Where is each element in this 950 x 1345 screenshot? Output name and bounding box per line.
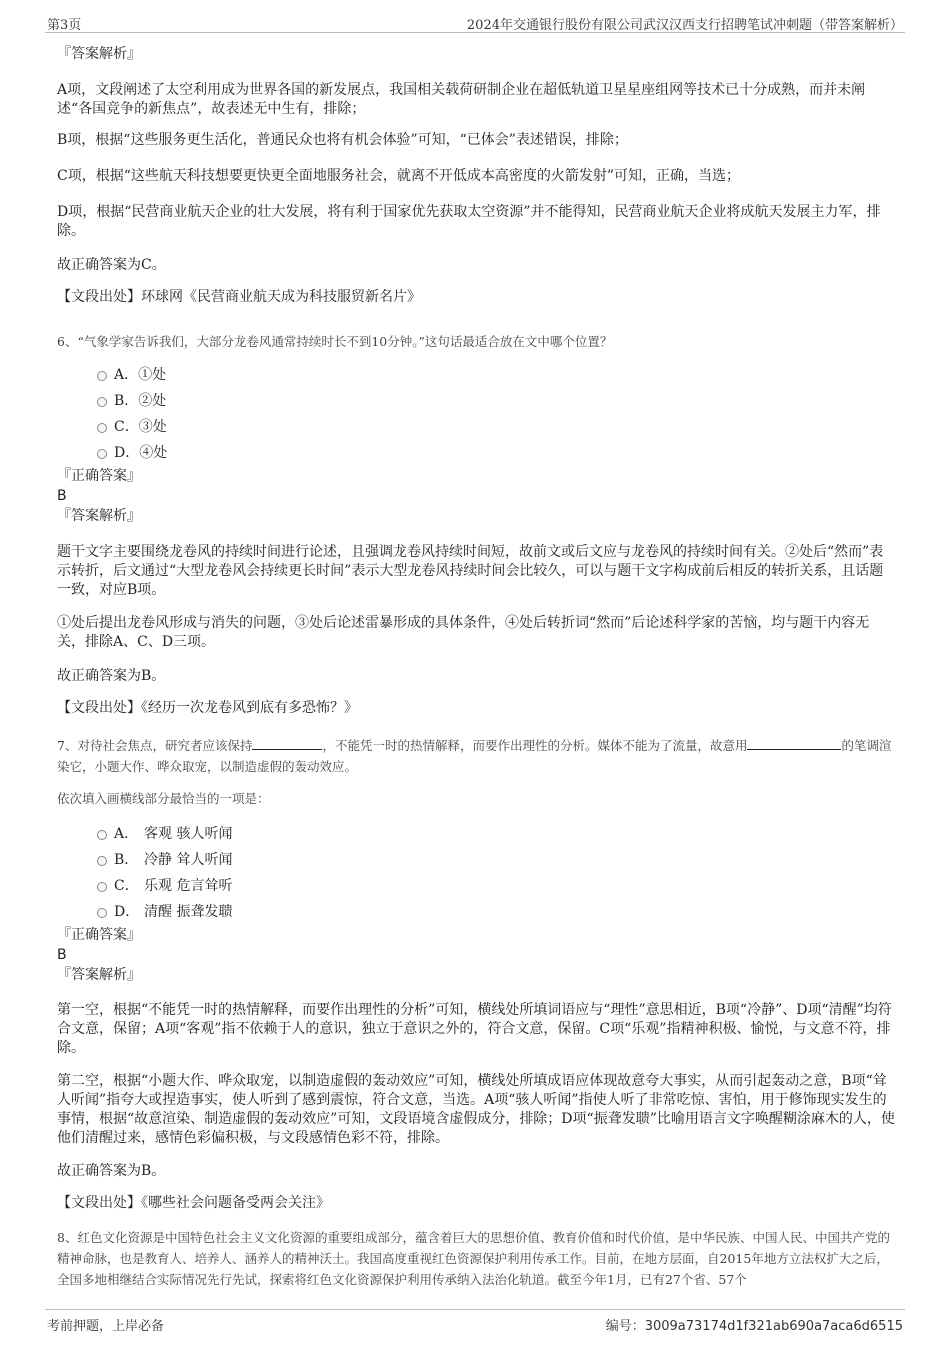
correct-answer-label: 『正确答案』 [57,927,141,943]
q6-option-d[interactable]: D．④处 [57,440,897,466]
q5-analysis-b: B项，根据“这些服务更生活化，普通民众也将有机会体验”可知，“已体会”表述错误，排除； [57,132,628,148]
document-code: 编号：3009a73174d1f321ab690a7aca6d6515 [605,1319,903,1334]
radio-icon[interactable] [97,830,107,840]
q6-conclusion: 故正确答案为B。 [57,668,166,684]
q6-options [57,362,897,466]
q7-option-c[interactable]: C． 乐观 危言耸听 [57,873,897,899]
blank-2 [747,737,841,750]
q5-source: 【文段出处】环球网《民营商业航天成为科技服贸新名片》 [57,289,421,305]
correct-answer-label: 『正确答案』 [57,468,141,484]
q7-analysis-2: 第二空，根据“小题大作、哗众取宠，以制造虚假的轰动效应”可知，横线处所填成语应体现故意夸大事实，从而引起轰动之意，B项“耸人听闻”指夸大或捏造事实，使人听到了感到震惊，符合文意，当选。A项“骇人听闻”指使人听了非常吃惊、害怕，用于修饰现实发生的事情，根据“故意渲染、制造虚假的轰动效应”可知，文段语境含虚假成分，排除；D项“振聋发聩”比喻用语言文字唤醒糊涂麻木的人，使他们清醒过来，感情色彩偏积极，与文段感情色彩不符，排除。 [57,1073,895,1146]
q6-option-b[interactable]: B．②处 [57,388,897,414]
radio-icon[interactable] [97,449,107,459]
q6-option-c[interactable]: C．③处 [57,414,897,440]
q7-conclusion: 故正确答案为B。 [57,1163,166,1179]
q6-source: 【文段出处】《经历一次龙卷风到底有多恐怖？》 [57,700,358,716]
radio-icon[interactable] [97,397,107,407]
radio-icon[interactable] [97,908,107,918]
page-number: 第3页 [47,18,82,33]
radio-icon[interactable] [97,371,107,381]
q7-question: 7、对待社会焦点，研究者应该保持 ，不能凭一时的热情解释，而要作出理性的分析。媒体不能为了流量，故意用 的笔调渲染它，小题大作、哗众取宠，以制造虚假的轰动效应。 [57,738,892,774]
q6-answer: B [57,488,67,504]
q5-conclusion: 故正确答案为C。 [57,257,166,273]
radio-icon[interactable] [97,856,107,866]
q5-analysis-d: D项，根据“民营商业航天企业的壮大发展，将有利于国家优先获取太空资源”并不能得知，民营商业航天企业将成航天发展主力军，排除。 [57,204,881,239]
q7-analysis-1: 第一空，根据“不能凭一时的热情解释，而要作出理性的分析”可知，横线处所填词语应与“理性”意思相近，B项“冷静”、D项“清醒”均符合文意，保留；A项“客观”指不依赖于人的意识，独立于意识之外的，符合文意，保留。C项“乐观”指精神积极、愉悦，与文意不符，排除。 [57,1002,892,1056]
footer-slogan: 考前押题，上岸必备 [47,1319,165,1334]
q7-option-a[interactable]: A． 客观 骇人听闻 [57,821,897,847]
radio-icon[interactable] [97,882,107,892]
radio-icon[interactable] [97,423,107,433]
q6-analysis-2: ①处后提出龙卷风形成与消失的问题，③处后论述雷暴形成的具体条件，④处后转折词“然而”后论述科学家的苦恼，均与题干内容无关，排除A、C、D三项。 [57,615,870,650]
q7-instruction: 依次填入画横线部分最恰当的一项是： [57,791,270,806]
page-header [45,10,905,33]
q6-question: 6、“气象学家告诉我们，大部分龙卷风通常持续时长不到10分钟。”这句话最适合放在文中哪个位置？ [57,334,613,349]
document-body [57,44,897,1290]
q6-analysis-1: 题干文字主要围绕龙卷风的持续时间进行论述，且强调龙卷风持续时间短，故前文或后文应与龙卷风的持续时间有关。②处后“然而”表示转折，后文通过“大型龙卷风会持续更长时间”表示大型龙卷风持续时间会比较久，可以与题干文字构成前后相反的转折关系，且话题一致，对应B项。 [57,544,884,598]
q5-analysis-c: C项，根据“这些航天科技想要更快更全面地服务社会，就离不开低成本高密度的火箭发射”可知，正确，当选； [57,168,741,184]
q7-source: 【文段出处】《哪些社会问题备受两会关注》 [57,1195,330,1211]
document-title: 2024年交通银行股份有限公司武汉汉西支行招聘笔试冲刺题（带答案解析） [466,18,903,33]
q7-option-b[interactable]: B． 冷静 耸人听闻 [57,847,897,873]
q7-answer: B [57,947,67,963]
blank-1 [252,737,322,750]
analysis-label: 『答案解析』 [57,46,141,62]
analysis-label: 『答案解析』 [57,508,141,524]
q8-question: 8、红色文化资源是中国特色社会主义文化资源的重要组成部分，蕴含着巨大的思想价值、教育价值和时代价值，是中华民族、中国人民、中国共产党的精神命脉，也是教育人、培养人、涵养人的精神沃土。我国高度重视红色资源保护利用传承工作。目前，在地方层面，自2015年地方立法权扩大之后，全国多地相继结合实际情况先行先试，探索将红色文化资源保护利用传承纳入法治化轨道。截至今年1月，已有27个省、57个 [57,1230,890,1287]
q7-option-d[interactable]: D． 清醒 振聋发聩 [57,899,897,925]
analysis-label: 『答案解析』 [57,967,141,983]
page-footer [45,1309,905,1332]
q7-options [57,821,897,925]
q5-analysis-a: A项，文段阐述了太空利用成为世界各国的新发展点，我国相关载荷研制企业在超低轨道卫星星座组网等技术已十分成熟，而并未阐述“各国竞争的新焦点”，故表述无中生有，排除； [57,82,866,117]
q6-option-a[interactable]: A．①处 [57,362,897,388]
